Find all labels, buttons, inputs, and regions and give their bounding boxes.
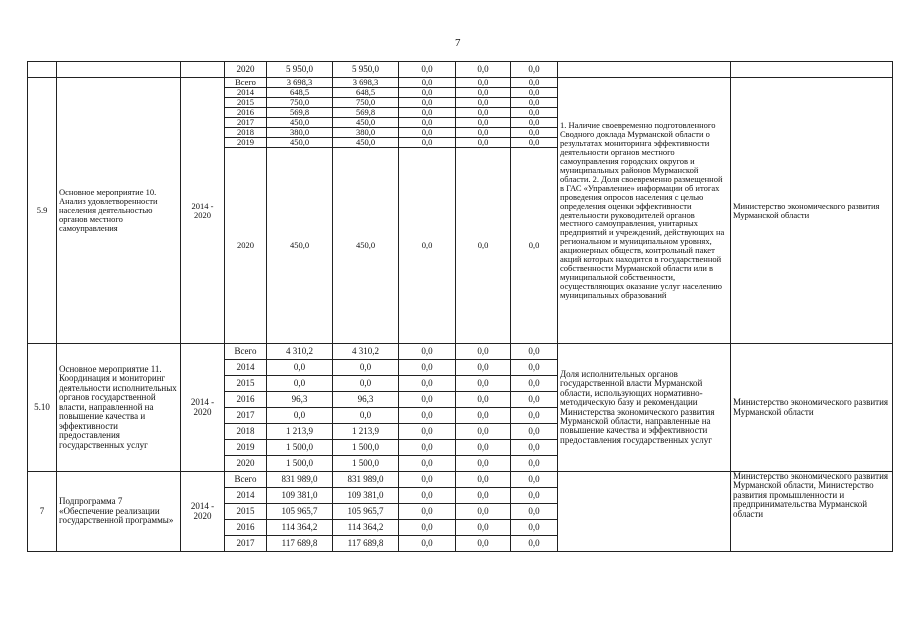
cell-total: 0,0: [267, 360, 333, 376]
cell-regional: 648,5: [333, 88, 399, 98]
cell-other: 0,0: [511, 128, 558, 138]
cell-total: 831 989,0: [267, 472, 333, 488]
cell-year: Всего: [225, 472, 267, 488]
cell-total: 750,0: [267, 98, 333, 108]
cell-year: 2018: [225, 128, 267, 138]
cell-local: 0,0: [456, 360, 511, 376]
cell-year: 2016: [225, 520, 267, 536]
cell-local: 0,0: [456, 78, 511, 88]
cell-regional: 1 213,9: [333, 424, 399, 440]
program-table: [27, 61, 893, 552]
cell-other: 0,0: [511, 440, 558, 456]
cell-other: 0,0: [511, 98, 558, 108]
cell-regional: 1 500,0: [333, 456, 399, 472]
page-number: 7: [455, 37, 461, 49]
cell-regional: 114 364,2: [333, 520, 399, 536]
cell-total: 96,3: [267, 392, 333, 408]
cell-total: 117 689,8: [267, 536, 333, 552]
event-name: Основное мероприятие 11. Координация и мониторинг деятельности исполнительных органов государственной власти, направленной на повышение качества и эффективности предоставления государственных услуг: [59, 364, 177, 450]
cell-other: 0,0: [511, 504, 558, 520]
cell-other: 0,0: [511, 424, 558, 440]
table-body: [28, 62, 893, 552]
cell-regional: 0,0: [333, 376, 399, 392]
cell-local: 0,0: [456, 108, 511, 118]
cell-other: 0,0: [511, 392, 558, 408]
cell-other: 0,0: [511, 536, 558, 552]
cell-other: 0,0: [511, 520, 558, 536]
cell-total: 109 381,0: [267, 488, 333, 504]
cell-total: 1 500,0: [267, 456, 333, 472]
cell-total: 0,0: [267, 408, 333, 424]
cell-local: 0,0: [456, 148, 511, 344]
cell-local: 0,0: [456, 488, 511, 504]
cell-indicator: [558, 344, 731, 472]
cell-year: 2015: [225, 98, 267, 108]
cell-regional: 831 989,0: [333, 472, 399, 488]
cell-federal: 0,0: [399, 488, 456, 504]
cell-federal: 0,0: [399, 108, 456, 118]
cell-other: 0,0: [511, 472, 558, 488]
cell-total: 569,8: [267, 108, 333, 118]
cell-regional: 450,0: [333, 138, 399, 148]
cell-regional: 109 381,0: [333, 488, 399, 504]
cell-total: 450,0: [267, 148, 333, 344]
indicator-text: 1. Наличие своевременно подготовленного Сводного доклада Мурманской области о результатах мониторинга эффективности деятельности органов местного самоуправления городских округов и муниципальных районов Мурманской области. 2. Доля своевременно размещенной в ГАС «Управление» информации об итогах проведения опросов населения с целью определения оценки эффективности деятельности руководителей органов местного самоуправления, унитарных предприятий и учреждений, действующих на региональном и муниципальном уровнях, акционерных обществ, контрольный пакет акций которых находится в государственной собственности Мурманской области или в муниципальной собственности, осуществляющих оказание услуг населению муниципальных образований: [560, 120, 725, 300]
cell-federal: 0,0: [399, 392, 456, 408]
cell-other: 0,0: [511, 78, 558, 88]
table-row: [28, 472, 893, 488]
cell-period: 2014 - 2020: [181, 78, 225, 344]
cell-executor: [731, 344, 893, 472]
cell-local: 0,0: [456, 408, 511, 424]
cell-executor: [731, 62, 893, 78]
cell-total: 450,0: [267, 118, 333, 128]
cell-other: 0,0: [511, 118, 558, 128]
cell-other: 0,0: [511, 376, 558, 392]
cell-federal: 0,0: [399, 62, 456, 78]
cell-year: 2017: [225, 118, 267, 128]
cell-federal: 0,0: [399, 440, 456, 456]
cell-local: 0,0: [456, 344, 511, 360]
cell-name: [57, 62, 181, 78]
cell-total: 105 965,7: [267, 504, 333, 520]
cell-total: 5 950,0: [267, 62, 333, 78]
cell-other: 0,0: [511, 108, 558, 118]
cell-regional: 0,0: [333, 408, 399, 424]
cell-total: 1 213,9: [267, 424, 333, 440]
cell-local: 0,0: [456, 456, 511, 472]
cell-executor: [731, 78, 893, 344]
cell-indicator: [558, 62, 731, 78]
cell-local: 0,0: [456, 98, 511, 108]
cell-regional: 1 500,0: [333, 440, 399, 456]
cell-federal: 0,0: [399, 536, 456, 552]
cell-other: 0,0: [511, 62, 558, 78]
cell-local: 0,0: [456, 128, 511, 138]
cell-total: 648,5: [267, 88, 333, 98]
cell-federal: 0,0: [399, 78, 456, 88]
executor-text: Министерство экономического развития Мурманской области, Министерство развития промышленности и предпринимательства Мурманской области: [733, 471, 889, 519]
cell-regional: 750,0: [333, 98, 399, 108]
cell-local: 0,0: [456, 138, 511, 148]
cell-federal: 0,0: [399, 360, 456, 376]
cell-other: 0,0: [511, 408, 558, 424]
cell-federal: 0,0: [399, 88, 456, 98]
cell-regional: 105 965,7: [333, 504, 399, 520]
cell-regional: 4 310,2: [333, 344, 399, 360]
cell-period: 2014 - 2020: [181, 472, 225, 552]
cell-local: 0,0: [456, 536, 511, 552]
cell-other: 0,0: [511, 344, 558, 360]
cell-local: 0,0: [456, 424, 511, 440]
cell-local: 0,0: [456, 62, 511, 78]
cell-regional: 3 698,3: [333, 78, 399, 88]
cell-federal: 0,0: [399, 424, 456, 440]
cell-local: 0,0: [456, 376, 511, 392]
cell-local: 0,0: [456, 118, 511, 128]
cell-federal: 0,0: [399, 118, 456, 128]
cell-year: 2017: [225, 408, 267, 424]
cell-year: 2015: [225, 504, 267, 520]
cell-federal: 0,0: [399, 520, 456, 536]
cell-num: 7: [28, 472, 57, 552]
cell-indicator: [558, 78, 731, 344]
cell-year: 2015: [225, 376, 267, 392]
event-name: Основное мероприятие 10. Анализ удовлетворенности населения деятельностью органов местного самоуправления: [59, 187, 158, 233]
cell-total: 3 698,3: [267, 78, 333, 88]
cell-year: 2016: [225, 392, 267, 408]
cell-federal: 0,0: [399, 376, 456, 392]
cell-federal: 0,0: [399, 504, 456, 520]
cell-federal: 0,0: [399, 98, 456, 108]
cell-federal: 0,0: [399, 138, 456, 148]
cell-executor: [731, 472, 893, 552]
cell-year: Всего: [225, 78, 267, 88]
cell-year: 2019: [225, 440, 267, 456]
cell-num: [28, 62, 57, 78]
cell-period: [181, 62, 225, 78]
cell-federal: 0,0: [399, 128, 456, 138]
cell-local: 0,0: [456, 392, 511, 408]
cell-num: 5.10: [28, 344, 57, 472]
indicator-text: Доля исполнительных органов государственной власти Мурманской области, использующих нормативно-методическую базу и рекомендации Министерства экономического развития Мурманской области, направленные на повышение качества и эффективности предоставления государственных услуг: [560, 368, 715, 445]
cell-year: 2016: [225, 108, 267, 118]
cell-total: 1 500,0: [267, 440, 333, 456]
executor-text: Министерство экономического развития Мурманской области: [733, 200, 880, 220]
cell-year: 2017: [225, 536, 267, 552]
cell-federal: 0,0: [399, 344, 456, 360]
cell-regional: 117 689,8: [333, 536, 399, 552]
cell-other: 0,0: [511, 360, 558, 376]
cell-other: 0,0: [511, 148, 558, 344]
cell-year: 2020: [225, 456, 267, 472]
cell-federal: 0,0: [399, 148, 456, 344]
cell-local: 0,0: [456, 472, 511, 488]
table-row: [28, 78, 893, 88]
cell-year: 2014: [225, 488, 267, 504]
cell-period: 2014 - 2020: [181, 344, 225, 472]
executor-text: Министерство экономического развития Мурманской области: [733, 397, 889, 417]
cell-federal: 0,0: [399, 472, 456, 488]
cell-total: 114 364,2: [267, 520, 333, 536]
cell-regional: 0,0: [333, 360, 399, 376]
table-row: [28, 62, 893, 78]
cell-year: Всего: [225, 344, 267, 360]
cell-total: 4 310,2: [267, 344, 333, 360]
cell-regional: 569,8: [333, 108, 399, 118]
cell-regional: 450,0: [333, 118, 399, 128]
cell-local: 0,0: [456, 88, 511, 98]
cell-regional: 450,0: [333, 148, 399, 344]
cell-regional: 5 950,0: [333, 62, 399, 78]
event-name: Подпрограмма 7 «Обеспечение реализации государственной программы»: [59, 496, 174, 526]
cell-name: [57, 344, 181, 472]
cell-local: 0,0: [456, 504, 511, 520]
cell-other: 0,0: [511, 488, 558, 504]
cell-year: 2018: [225, 424, 267, 440]
cell-year: 2020: [225, 62, 267, 78]
cell-total: 450,0: [267, 138, 333, 148]
cell-year: 2019: [225, 138, 267, 148]
cell-name: [57, 78, 181, 344]
cell-total: 0,0: [267, 376, 333, 392]
cell-indicator: [558, 472, 731, 552]
cell-regional: 380,0: [333, 128, 399, 138]
cell-name: [57, 472, 181, 552]
cell-other: 0,0: [511, 456, 558, 472]
cell-local: 0,0: [456, 440, 511, 456]
cell-other: 0,0: [511, 138, 558, 148]
cell-federal: 0,0: [399, 408, 456, 424]
cell-federal: 0,0: [399, 456, 456, 472]
cell-total: 380,0: [267, 128, 333, 138]
cell-other: 0,0: [511, 88, 558, 98]
cell-year: 2014: [225, 360, 267, 376]
cell-regional: 96,3: [333, 392, 399, 408]
cell-year: 2020: [225, 148, 267, 344]
table-row: [28, 344, 893, 360]
cell-num: 5.9: [28, 78, 57, 344]
cell-local: 0,0: [456, 520, 511, 536]
cell-year: 2014: [225, 88, 267, 98]
